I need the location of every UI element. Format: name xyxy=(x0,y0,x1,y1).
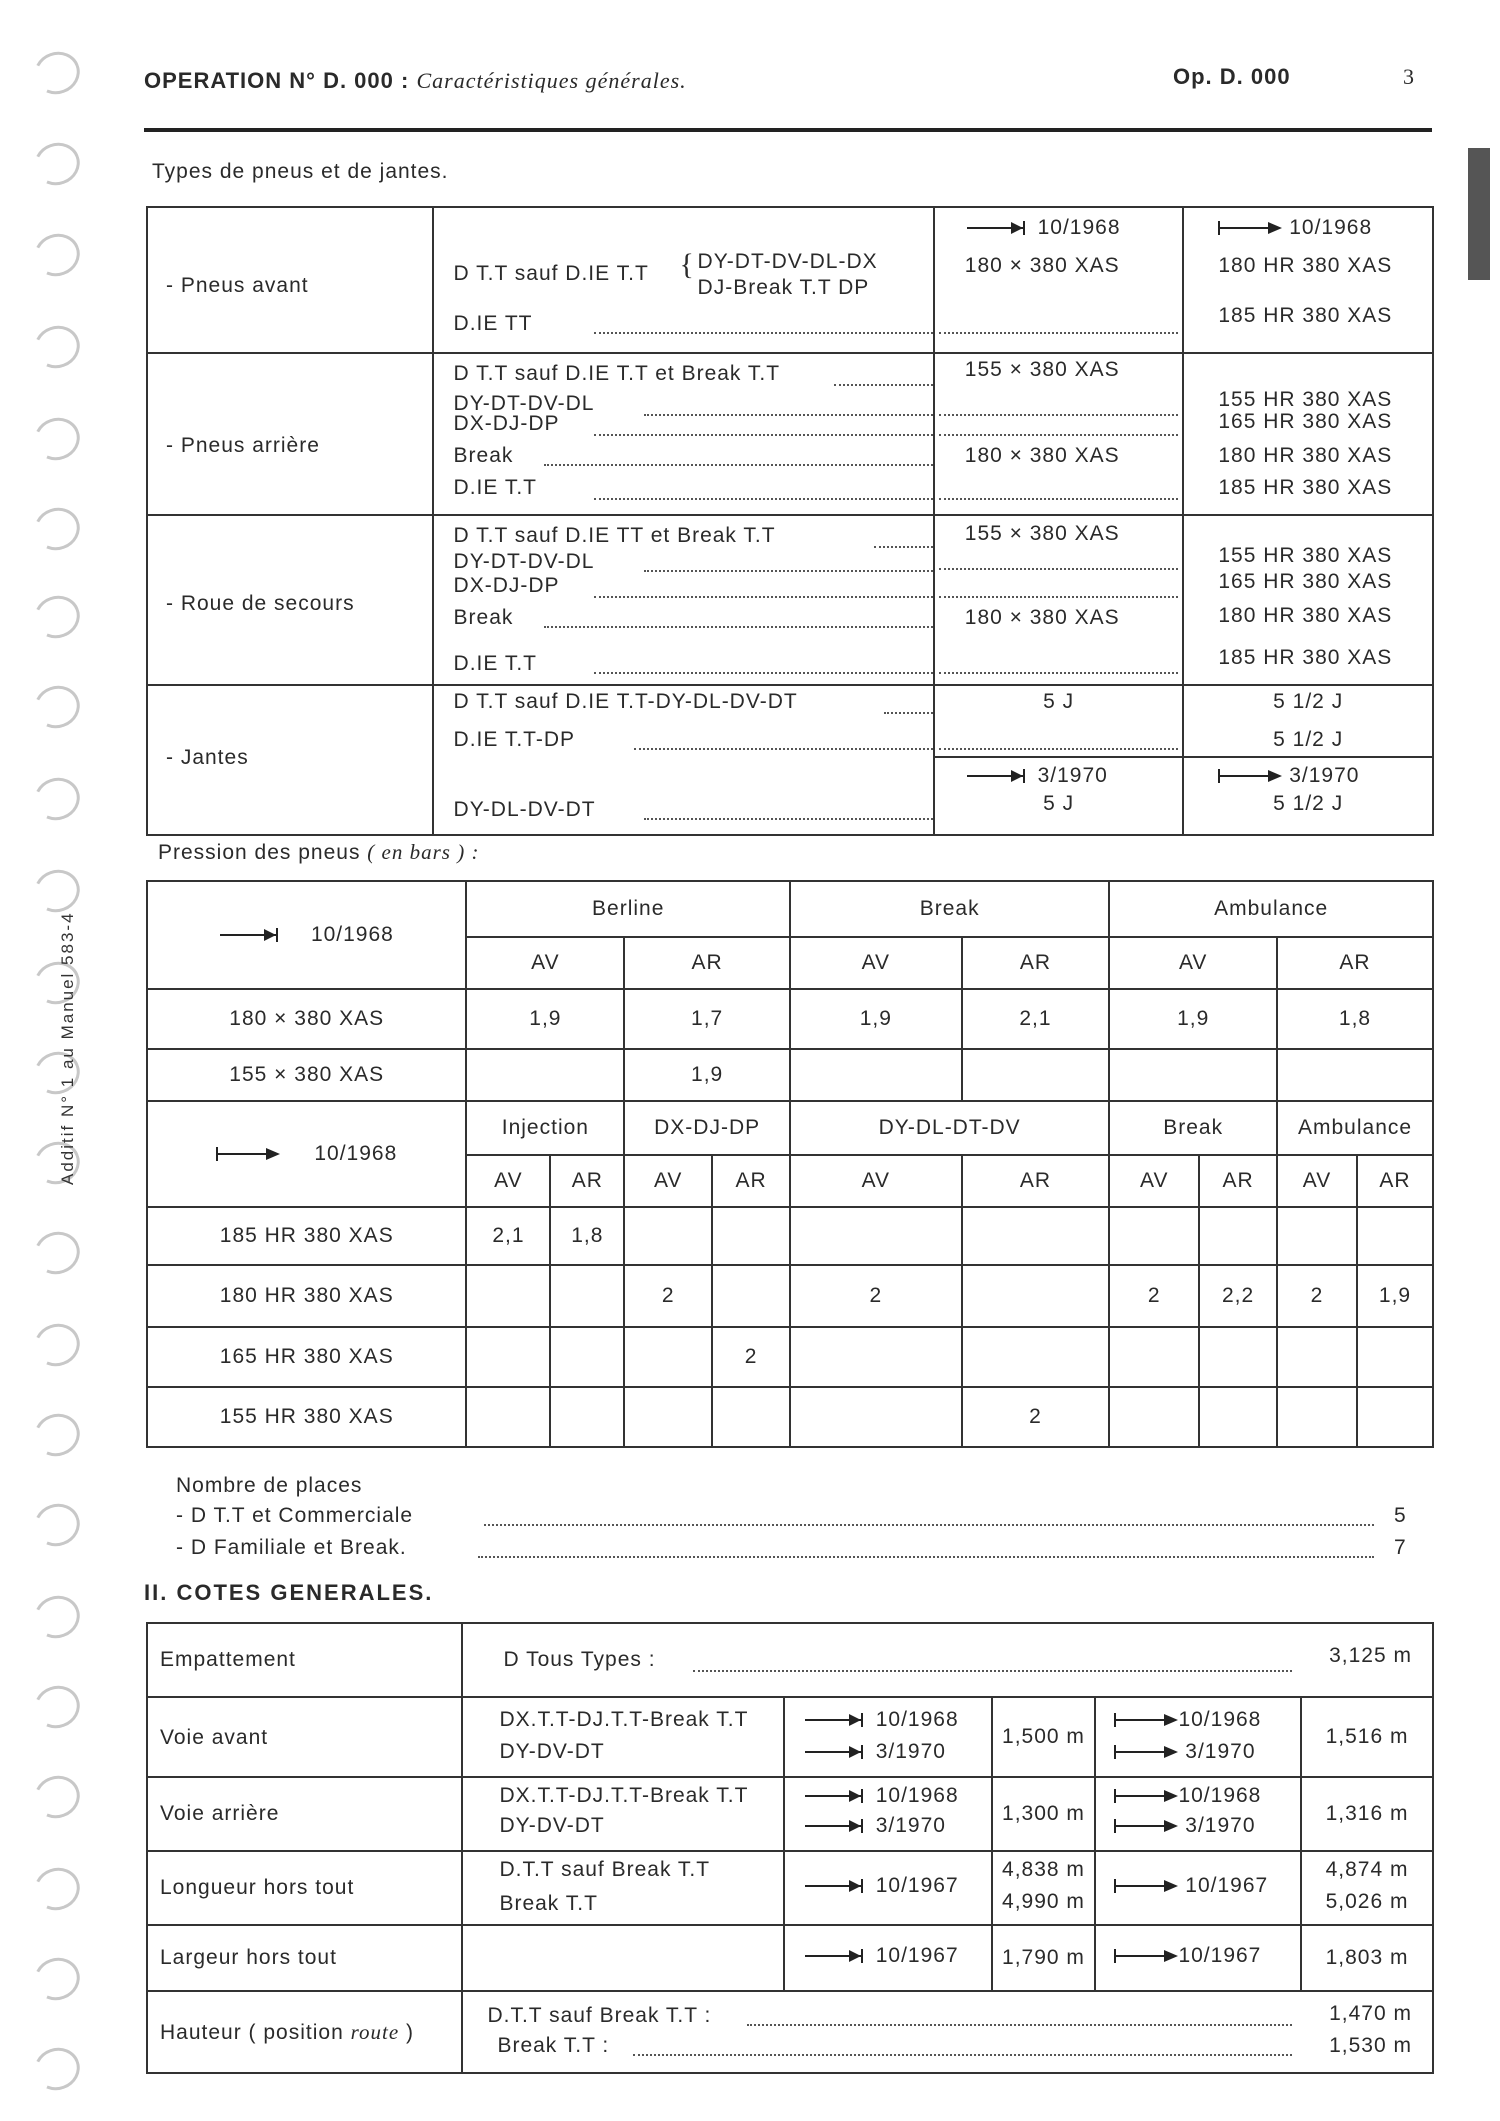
group-header: Break xyxy=(790,881,1109,937)
table-row xyxy=(147,1049,1433,1101)
av-header: AV xyxy=(1277,1155,1357,1207)
pressure-value xyxy=(712,1207,790,1265)
leader-dots xyxy=(478,1556,1374,1558)
pressure-value xyxy=(790,1049,962,1101)
binder-hole xyxy=(28,1317,86,1372)
dim-desc: DX.T.T-DJ.T.T-Break T.T DY-DV-DT xyxy=(462,1777,783,1851)
pressure-value xyxy=(1109,1327,1199,1387)
places-title: Nombre de places xyxy=(176,1474,363,1497)
table-row xyxy=(147,1697,1433,1777)
pressure-date-after: 10/1968 xyxy=(147,1101,466,1207)
table-row xyxy=(147,1925,1433,1991)
pressure-value xyxy=(466,1265,550,1327)
value-before: 1,300 m xyxy=(992,1777,1096,1851)
ar-header: AR xyxy=(962,937,1110,989)
header-rule xyxy=(144,128,1432,132)
value-before: 4,838 m 4,990 m xyxy=(992,1851,1096,1925)
pressure-value xyxy=(466,1387,550,1447)
section-tab-marker xyxy=(1468,148,1490,280)
pressure-value xyxy=(624,1327,712,1387)
dim-desc: DX.T.T-DJ.T.T-Break T.T DY-DV-DT xyxy=(462,1697,783,1777)
group-header: DY-DL-DT-DV xyxy=(790,1101,1109,1155)
binder-hole xyxy=(28,2041,86,2096)
table-row xyxy=(147,1777,1433,1851)
pressure-value: 2,1 xyxy=(466,1207,550,1265)
date-after: 10/1967 xyxy=(1095,1925,1301,1991)
pressure-value xyxy=(466,1327,550,1387)
table-row xyxy=(147,1207,1433,1265)
group-header: Injection xyxy=(466,1101,624,1155)
binder-hole xyxy=(28,1679,86,1734)
ar-header: AR xyxy=(712,1155,790,1207)
page-number: 3 xyxy=(1403,64,1414,89)
tyres-title: Types de pneus et de jantes. xyxy=(152,160,449,183)
date-before: 10/1967 xyxy=(784,1851,992,1925)
ar-header: AR xyxy=(1357,1155,1433,1207)
pressure-value: 1,9 xyxy=(1357,1265,1433,1327)
tyres-row-desc: D T.T sauf D.IE T.T { DY-DT-DV-DL-DX DJ-Break T.T DP D.IE TT xyxy=(433,207,934,353)
date-before: 10/1968 3/1970 xyxy=(784,1697,992,1777)
ar-header: AR xyxy=(1199,1155,1277,1207)
operation-heading xyxy=(144,68,687,94)
pressure-table xyxy=(146,880,1434,1448)
date-before: 10/1967 xyxy=(784,1925,992,1991)
pressure-value xyxy=(1199,1387,1277,1447)
tyres-row-label: - Pneus arrière xyxy=(147,353,433,515)
tyre-size: 180 × 380 XAS xyxy=(147,989,466,1049)
places-row-label: - D Familiale et Break. xyxy=(176,1536,407,1559)
pressure-value: 2 xyxy=(1277,1265,1357,1327)
dimensions-table xyxy=(146,1622,1434,2074)
table-row xyxy=(147,1387,1433,1447)
pressure-value xyxy=(790,1207,962,1265)
binder-hole xyxy=(28,1951,86,2006)
pressure-value xyxy=(712,1265,790,1327)
operation-ref: Op. D. 000 xyxy=(1173,64,1291,89)
pressure-value xyxy=(1109,1049,1277,1101)
binder-hole xyxy=(28,411,86,466)
ar-header: AR xyxy=(1277,937,1433,989)
av-header: AV xyxy=(1109,937,1277,989)
date-after: 10/1967 xyxy=(1095,1851,1301,1925)
ar-header: AR xyxy=(550,1155,624,1207)
ar-header: AR xyxy=(962,1155,1110,1207)
av-header: AV xyxy=(790,1155,962,1207)
table-row xyxy=(147,1991,1433,2073)
pressure-value xyxy=(962,1049,1110,1101)
pressure-value xyxy=(1109,1387,1199,1447)
pressure-value xyxy=(624,1387,712,1447)
rims-col-before: 5 J 3/1970 5 J xyxy=(934,685,1184,835)
group-header: Ambulance xyxy=(1277,1101,1433,1155)
value-after: 4,874 m 5,026 m xyxy=(1301,1851,1433,1925)
pressure-date-before: 10/1968 xyxy=(147,881,466,989)
dim-label: Largeur hors tout xyxy=(147,1925,462,1991)
pressure-value xyxy=(962,1265,1110,1327)
pressure-value: 2,2 xyxy=(1199,1265,1277,1327)
pressure-value xyxy=(962,1327,1110,1387)
pressure-value xyxy=(466,1049,624,1101)
pressure-value: 1,8 xyxy=(1277,989,1433,1049)
value-before: 1,790 m xyxy=(992,1925,1096,1991)
value-after: 1,516 m xyxy=(1301,1697,1433,1777)
binder-hole xyxy=(28,589,86,644)
pressure-value xyxy=(1277,1327,1357,1387)
tyres-row-label: - Pneus avant xyxy=(147,207,433,353)
pressure-value xyxy=(1109,1207,1199,1265)
pressure-value xyxy=(962,1207,1110,1265)
pressure-value xyxy=(624,1207,712,1265)
group-header: Ambulance xyxy=(1109,881,1433,937)
pressure-value: 2,1 xyxy=(962,989,1110,1049)
pressure-value xyxy=(790,1387,962,1447)
pressure-value: 2 xyxy=(712,1327,790,1387)
section-title: II. COTES GENERALES. xyxy=(144,1580,434,1605)
av-header: AV xyxy=(790,937,962,989)
av-header: AV xyxy=(466,1155,550,1207)
av-header: AV xyxy=(466,937,624,989)
tyres-table xyxy=(146,206,1434,836)
pressure-value xyxy=(550,1387,624,1447)
binder-hole xyxy=(28,1407,86,1462)
date-before: 10/1968 3/1970 xyxy=(784,1777,992,1851)
tyres-col-before: 155 × 380 XAS 180 × 380 XAS xyxy=(934,515,1184,685)
rims-col-after: 5 1/2 J 5 1/2 J 3/1970 5 1/2 J xyxy=(1183,685,1433,835)
tyres-row-label: - Roue de secours xyxy=(147,515,433,685)
pressure-value: 1,9 xyxy=(1109,989,1277,1049)
av-header: AV xyxy=(1109,1155,1199,1207)
table-row xyxy=(147,1623,1433,1697)
tyre-size: 155 HR 380 XAS xyxy=(147,1387,466,1447)
pressure-value: 2 xyxy=(790,1265,962,1327)
pressure-value: 2 xyxy=(962,1387,1110,1447)
pressure-value xyxy=(550,1327,624,1387)
pressure-value xyxy=(1357,1387,1433,1447)
dim-desc xyxy=(462,1925,783,1991)
places-row-label: - D T.T et Commerciale xyxy=(176,1504,414,1527)
pressure-value xyxy=(1277,1387,1357,1447)
av-header: AV xyxy=(624,1155,712,1207)
binder-hole xyxy=(28,679,86,734)
dim-label: Hauteur ( position route ) xyxy=(147,1991,462,2073)
dim-desc: D.T.T sauf Break T.T : 1,470 m Break T.T : 1,530 m xyxy=(462,1991,1433,2073)
dim-label: Voie arrière xyxy=(147,1777,462,1851)
tyre-size: 185 HR 380 XAS xyxy=(147,1207,466,1265)
ar-header: AR xyxy=(624,937,790,989)
binder-hole xyxy=(28,45,86,100)
binder-hole xyxy=(28,1225,86,1280)
tyres-col-before: 10/1968 180 × 380 XAS xyxy=(934,207,1184,353)
binder-hole xyxy=(28,136,86,191)
value-after: 1,803 m xyxy=(1301,1925,1433,1991)
binder-hole xyxy=(28,227,86,282)
pressure-value xyxy=(1277,1049,1433,1101)
dim-label: Voie avant xyxy=(147,1697,462,1777)
group-header: Break xyxy=(1109,1101,1277,1155)
pressure-value xyxy=(1199,1207,1277,1265)
pressure-value xyxy=(790,1327,962,1387)
tyres-row-label: - Jantes xyxy=(147,685,433,835)
pressure-value: 1,9 xyxy=(624,1049,790,1101)
dim-desc: D.T.T sauf Break T.T Break T.T xyxy=(462,1851,783,1925)
binder-hole xyxy=(28,771,86,826)
tyres-col-before: 155 × 380 XAS 180 × 380 XAS xyxy=(934,353,1184,515)
binder-hole xyxy=(28,1769,86,1824)
tyres-row-desc: D T.T sauf D.IE T.T-DY-DL-DV-DT D.IE T.T-DP DY-DL-DV-DT xyxy=(433,685,934,835)
tyre-size: 180 HR 380 XAS xyxy=(147,1265,466,1327)
tyres-col-after: 155 HR 380 XAS 165 HR 380 XAS 180 HR 380 XAS 185 HR 380 XAS xyxy=(1183,515,1433,685)
tyre-size: 165 HR 380 XAS xyxy=(147,1327,466,1387)
tyres-col-after: 10/1968 180 HR 380 XAS 185 HR 380 XAS xyxy=(1183,207,1433,353)
date-after: 10/1968 3/1970 xyxy=(1095,1777,1301,1851)
tyre-size: 155 × 380 XAS xyxy=(147,1049,466,1101)
tyres-col-after: 155 HR 380 XAS 165 HR 380 XAS 180 HR 380 XAS 185 HR 380 XAS xyxy=(1183,353,1433,515)
binder-hole xyxy=(28,1497,86,1552)
pressure-value xyxy=(550,1265,624,1327)
operation-number: OPERATION N° D. 000 : xyxy=(144,68,410,93)
binder-hole xyxy=(28,319,86,374)
group-header: DX-DJ-DP xyxy=(624,1101,790,1155)
pressure-value: 1,8 xyxy=(550,1207,624,1265)
table-row xyxy=(147,989,1433,1049)
pressure-value xyxy=(1277,1207,1357,1265)
tyres-row-desc: D T.T sauf D.IE TT et Break T.T DY-DT-DV-DL DX-DJ-DP Break D.IE T.T xyxy=(433,515,934,685)
binder-hole xyxy=(28,863,86,918)
operation-subtitle: Caractéristiques générales. xyxy=(416,68,687,93)
leader-dots xyxy=(484,1524,1374,1526)
pressure-value: 1,9 xyxy=(790,989,962,1049)
manual-reference: Additif N° 1 au Manuel 583-4 xyxy=(58,911,77,1185)
table-row xyxy=(147,1327,1433,1387)
dim-label: Empattement xyxy=(147,1623,462,1697)
pressure-value: 1,9 xyxy=(466,989,624,1049)
dim-desc: D Tous Types : 3,125 m xyxy=(462,1623,1433,1697)
binder-hole xyxy=(28,1861,86,1916)
places-row-value: 7 xyxy=(1394,1536,1407,1559)
table-row xyxy=(147,1851,1433,1925)
pressure-value xyxy=(1357,1207,1433,1265)
date-after: 10/1968 3/1970 xyxy=(1095,1697,1301,1777)
pressure-value xyxy=(1199,1327,1277,1387)
pressure-title: Pression des pneus ( en bars ) : xyxy=(158,840,480,864)
places-row-value: 5 xyxy=(1394,1504,1407,1527)
table-row xyxy=(147,1265,1433,1327)
value-before: 1,500 m xyxy=(992,1697,1096,1777)
pressure-value xyxy=(1357,1327,1433,1387)
pressure-value: 1,7 xyxy=(624,989,790,1049)
pressure-value: 2 xyxy=(1109,1265,1199,1327)
group-header: Berline xyxy=(466,881,790,937)
tyres-row-desc: D T.T sauf D.IE T.T et Break T.T DY-DT-DV-DL DX-DJ-DP Break D.IE T.T xyxy=(433,353,934,515)
binder-hole xyxy=(28,501,86,556)
value-after: 1,316 m xyxy=(1301,1777,1433,1851)
binder-hole xyxy=(28,1589,86,1644)
dim-label: Longueur hors tout xyxy=(147,1851,462,1925)
pressure-value xyxy=(712,1387,790,1447)
pressure-value: 2 xyxy=(624,1265,712,1327)
